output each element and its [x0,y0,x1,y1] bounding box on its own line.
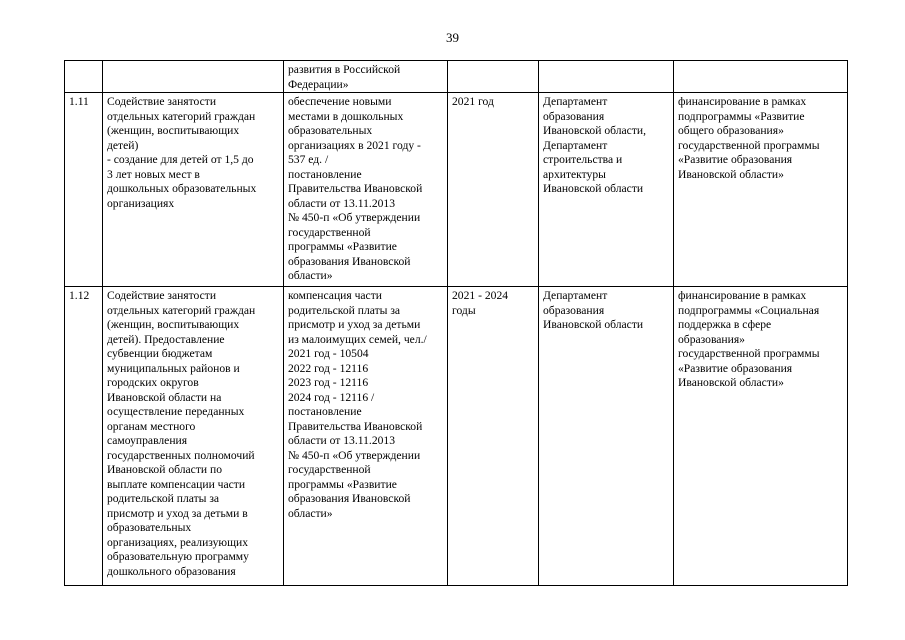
cell-measure-name: Содействие занятости отдельных категорий граждан (женщин, воспитывающих детей) - создание для детей от 1,5 до 3 лет новых мест в дошкольных образовательных организациях [103,93,284,287]
cell-measure-name [103,61,284,93]
cell-measure-name: Содействие занятости отдельных категорий граждан (женщин, воспитывающих детей). Предоставление субвенции бюджетам муниципальных районов и городских округов Ивановской области на осуществление переданных органам местного самоуправления государственных полномочий Ивановской области по выплате компенсации части родительской платы за присмотр и уход за детьми в образовательных организациях, реализующих образовательную программу дошкольного образования [103,287,284,586]
cell-executor: Департамент образования Ивановской области [539,287,674,586]
table-row-1-12 [65,287,848,586]
measures-table [64,60,848,586]
cell-result: компенсация части родительской платы за присмотр и уход за детьми из малоимущих семей, чел./ 2021 год - 10504 2022 год - 12116 2023 год - 12116 2024 год - 12116 / постановление Правительства Ивановской области от 13.11.2013 № 450-п «Об утверждении государственной программы «Развитие образования Ивановской области» [284,287,448,586]
cell-executor [539,61,674,93]
cell-term: 2021 - 2024 годы [448,287,539,586]
cell-result: обеспечение новыми местами в дошкольных образовательных организациях в 2021 году - 537 ед. / постановление Правительства Ивановской области от 13.11.2013 № 450-п «Об утверждении государственной программы «Развитие образования Ивановской области» [284,93,448,287]
cell-result: развития в Российской Федерации» [284,61,448,93]
cell-executor: Департамент образования Ивановской области, Департамент строительства и архитектуры Ивановской области [539,93,674,287]
cell-financing [674,61,848,93]
cell-number: 1.12 [65,287,103,586]
page-number: 39 [446,30,459,45]
cell-term: 2021 год [448,93,539,287]
cell-term [448,61,539,93]
cell-number: 1.11 [65,93,103,287]
cell-financing: финансирование в рамках подпрограммы «Социальная поддержка в сфере образования» государственной программы «Развитие образования Ивановской области» [674,287,848,586]
cell-number [65,61,103,93]
table-row-continuation [65,61,848,93]
table-row-1-11 [65,93,848,287]
cell-financing: финансирование в рамках подпрограммы «Развитие общего образования» государственной программы «Развитие образования Ивановской области» [674,93,848,287]
